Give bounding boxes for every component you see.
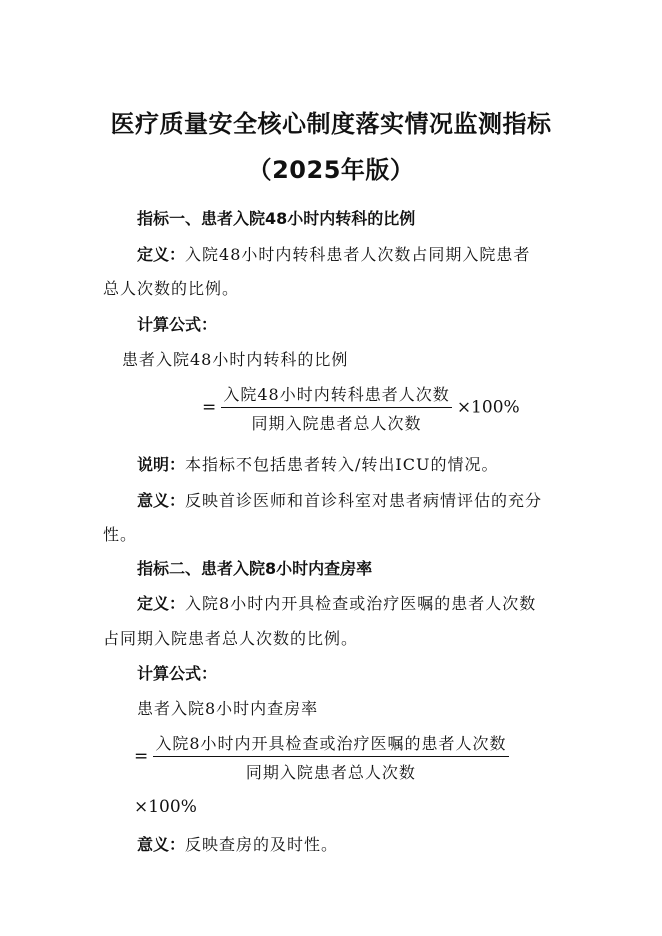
indicator-1-note <box>137 452 498 475</box>
denominator: 同期入院患者总人次数 <box>245 763 416 782</box>
meaning-text: 反映首诊医师和首诊科室对患者病情评估的充分 <box>185 491 543 510</box>
indicator-2-formula-lhs: 患者入院8小时内查房率 <box>137 699 319 718</box>
indicator-2-formula-label: 计算公式： <box>137 664 218 683</box>
definition-text: 入院8小时内开具检查或治疗医嘱的患者人次数 <box>185 594 537 613</box>
indicator-1-heading: 指标一、患者入院48小时内转科的比例 <box>137 209 416 228</box>
indicator-2-heading: 指标二、患者入院8小时内查房率 <box>137 559 373 578</box>
definition-text: 入院48小时内转科患者人次数占同期入院患者 <box>185 245 531 264</box>
document-title: 医疗质量安全核心制度落实情况监测指标 <box>110 110 552 138</box>
note-text: 本指标不包括患者转入/转出ICU的情况。 <box>185 455 499 474</box>
document-subtitle: （2025年版） <box>247 156 415 184</box>
indicator-1-definition-cont: 总人次数的比例。 <box>103 279 240 298</box>
indicator-1-definition <box>137 242 530 265</box>
numerator: 入院48小时内转科患者人次数 <box>221 382 451 408</box>
indicator-1-meaning <box>137 488 542 511</box>
meaning-label: 意义： <box>137 491 186 510</box>
definition-label: 定义： <box>137 245 186 264</box>
indicator-2-definition-cont: 占同期入院患者总人次数的比例。 <box>103 629 359 648</box>
fraction <box>153 731 508 783</box>
indicator-2-formula <box>134 731 509 783</box>
fraction <box>221 382 451 434</box>
indicator-2-multiplier: ×100% <box>134 797 197 817</box>
meaning-text: 反映查房的及时性。 <box>185 835 339 854</box>
indicator-1-formula-lhs: 患者入院48小时内转科的比例 <box>122 350 349 369</box>
indicator-1-meaning-cont: 性。 <box>103 525 138 544</box>
numerator: 入院8小时内开具检查或治疗医嘱的患者人次数 <box>153 731 508 757</box>
equals-sign: = <box>202 397 217 418</box>
indicator-2-definition <box>137 591 536 614</box>
note-label: 说明： <box>137 455 186 474</box>
equals-sign: = <box>134 746 149 767</box>
multiplier: ×100% <box>456 397 520 418</box>
indicator-1-formula <box>202 382 520 434</box>
meaning-label: 意义： <box>137 835 186 854</box>
indicator-2-meaning <box>137 832 338 855</box>
denominator: 同期入院患者总人次数 <box>251 414 422 433</box>
indicator-1-formula-label: 计算公式： <box>137 315 218 334</box>
definition-label: 定义： <box>137 594 186 613</box>
